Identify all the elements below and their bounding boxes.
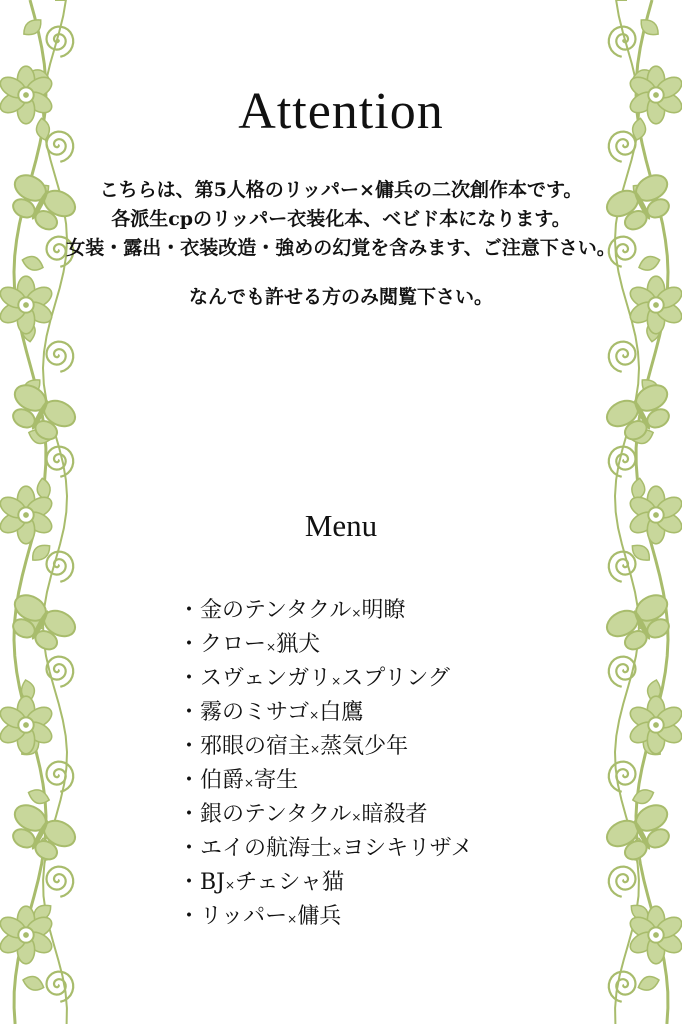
menu-heading: Menu [304,508,378,543]
menu-item-first: 邪眼の宿主 [200,734,311,759]
bullet: ・ [178,836,201,861]
flower-icon [0,696,55,754]
bullet: ・ [178,734,201,759]
menu-item-second: 傭兵 [297,904,342,929]
flower-icon [627,696,682,754]
bullet: ・ [178,904,201,929]
menu-item-first: 霧のミサゴ [200,700,310,725]
menu-item-first: エイの航海士 [200,836,333,861]
cross-mark: × [310,742,321,756]
menu-item [178,731,473,765]
menu-item [178,765,473,799]
menu-item-first: BJ [200,870,226,895]
menu-item-first: 金のテンタクル [200,598,352,623]
menu-item [178,901,473,935]
menu-item-first: 伯爵 [200,768,245,793]
menu-list [178,595,473,935]
butterfly-icon [2,380,79,447]
cross-mark: × [351,606,362,620]
cross-mark: × [331,674,342,688]
butterfly-icon [603,380,680,447]
menu-item-first: 銀のテンタクル [200,802,352,827]
menu-item-first: クロー [200,632,267,657]
menu-item-second: 白鷹 [319,700,364,725]
cross-mark: × [225,878,236,892]
cross-mark: × [266,640,277,654]
bullet: ・ [178,598,201,623]
menu-item [178,629,473,663]
notice-line: こちらは、第5人格のリッパー×傭兵の二次創作本です。 [99,179,583,201]
menu-item-first: リッパー [200,904,288,929]
menu-item-second: チェシャ猫 [235,870,344,895]
menu-item-second: ヨシキリザメ [342,836,473,861]
menu-item [178,663,473,697]
bullet: ・ [178,700,201,725]
page-title: Attention [238,83,444,140]
menu-item [178,867,473,901]
permission-note: なんでも許せる方のみ閲覧下さい。 [188,286,493,308]
menu-item-second: 蒸気少年 [320,734,409,759]
menu-item-second: 寄生 [254,768,299,793]
notice-line: 各派生cpのリッパー衣装化本、ベビド本になります。 [111,208,571,230]
cross-mark: × [332,844,343,858]
menu-item-second: 明瞭 [361,598,406,623]
cross-mark: × [351,810,362,824]
menu-item [178,697,473,731]
bullet: ・ [178,802,201,827]
menu-item [178,833,473,867]
cross-mark: × [309,708,320,722]
bullet: ・ [178,666,201,691]
cross-mark: × [287,912,298,926]
menu-item [178,799,473,833]
butterfly-icon [2,800,79,867]
notice-line: 女装・露出・衣装改造・強めの幻覚を含みます、ご注意下さい。 [66,237,616,259]
menu-item-second: 猟犬 [276,632,321,657]
bullet: ・ [178,768,201,793]
menu-item-first: スヴェンガリ [200,666,332,691]
butterfly-icon [603,800,680,867]
menu-item-second: スプリング [341,666,450,691]
menu-item-second: 暗殺者 [361,802,428,827]
cross-mark: × [244,776,255,790]
bullet: ・ [178,870,201,895]
notice-text [40,176,642,263]
menu-item [178,595,473,629]
bullet: ・ [178,632,201,657]
